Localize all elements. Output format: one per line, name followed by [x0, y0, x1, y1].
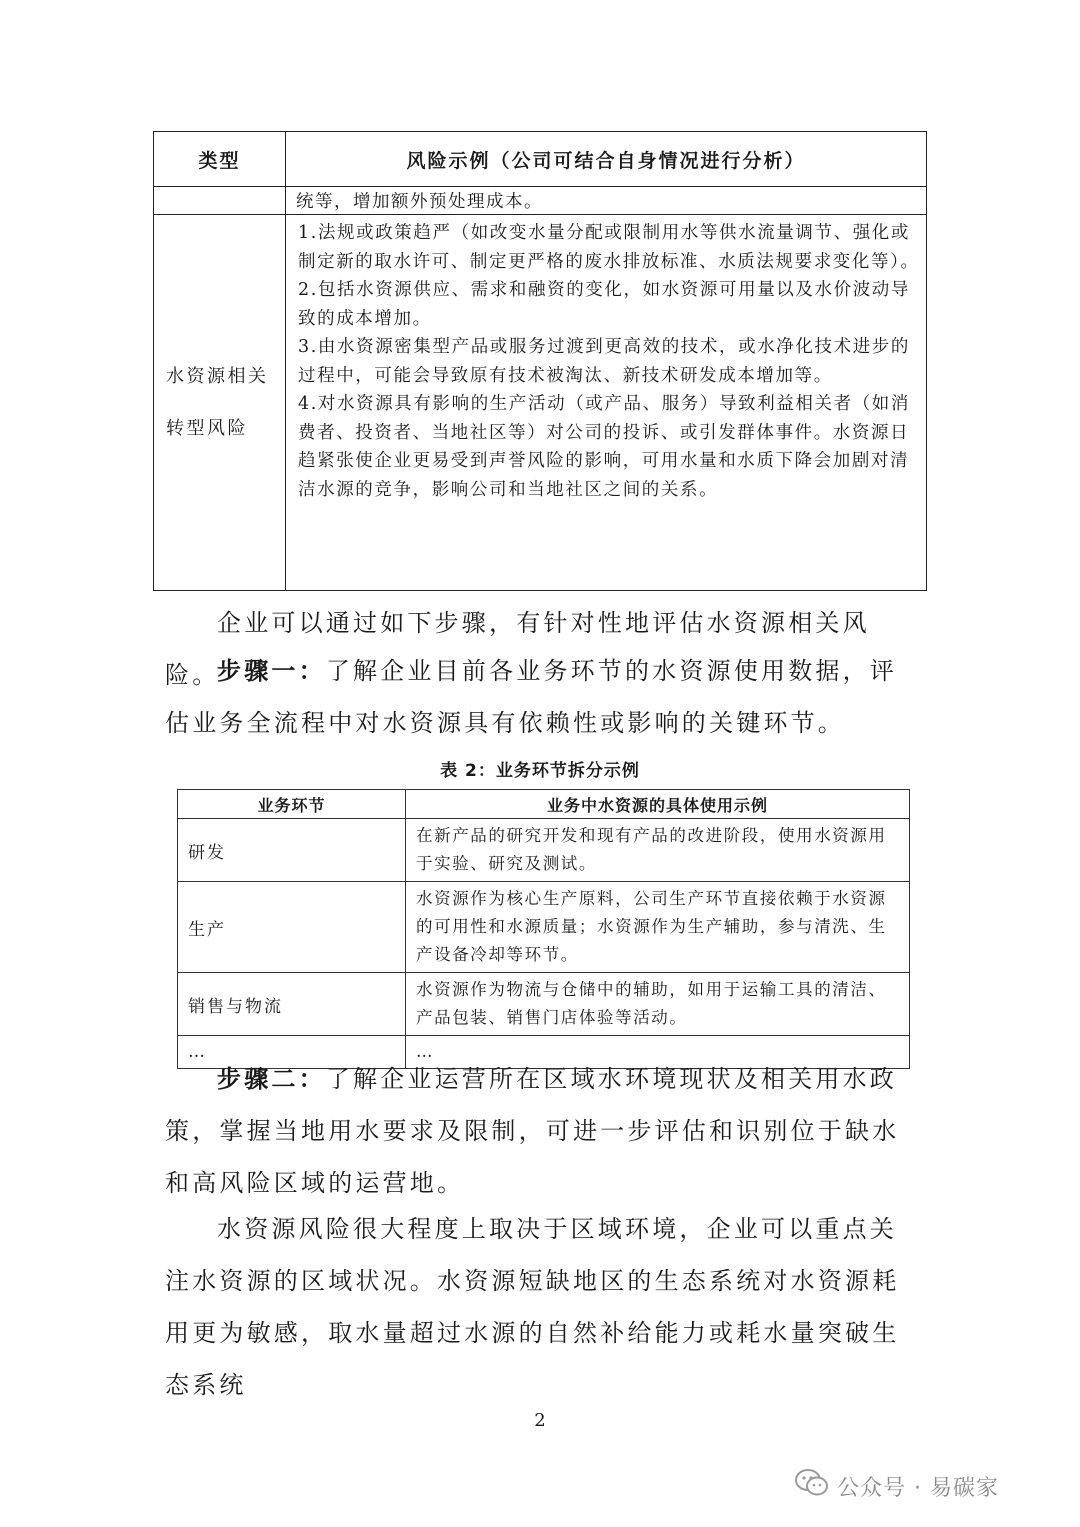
step2-paragraph [165, 1053, 917, 1209]
watermark [795, 1466, 999, 1506]
watermark-text: 公众号 · 易碳家 [837, 1475, 999, 1501]
business-stage-table [177, 789, 910, 1069]
risk-type-line1: 水资源相关 [166, 365, 269, 387]
use-cell: 水资源作为物流与仓储中的辅助，如用于运输工具的清洁、产品包装、销售门店体验等活动。 [406, 973, 910, 1036]
step2-text: 了解企业运营所在区域水环境现状及相关用水政策，掌握当地用水要求及限制，可进一步评估和识别位于缺水和高风险区域的运营地。 [165, 1065, 900, 1197]
stage-cell: 生产 [178, 882, 406, 973]
stage-cell: 销售与物流 [178, 973, 406, 1036]
header-use: 业务中水资源的具体使用示例 [406, 790, 910, 819]
use-cell: 水资源作为核心生产原料，公司生产环节直接依赖于水资源的可用性和水源质量；水资源作为生产辅助，参与清洗、生产设备冷却等环节。 [406, 882, 910, 973]
step1-label: 步骤一： [217, 656, 326, 685]
page-number: 2 [534, 1410, 546, 1431]
use-cell: 在新产品的研究开发和现有产品的改进阶段，使用水资源用于实验、研究及测试。 [406, 819, 910, 882]
risk-examples-cell [286, 215, 927, 591]
continuation-row [154, 187, 927, 215]
risk-item: 2.包括水资源供应、需求和融资的变化，如水资源可用量以及水价波动导致的成本增加。 [298, 280, 910, 329]
stage-cell: … [178, 1036, 406, 1069]
risk-type-cell [154, 215, 286, 591]
header-type: 类型 [154, 132, 286, 187]
risk-item: 3.由水资源密集型产品或服务过渡到更高效的技术，或水净化技术进步的过程中，可能会导致原有技术被淘汰、新技术研发成本增加等。 [298, 337, 910, 386]
final-paragraph: 水资源风险很大程度上取决于区域环境，企业可以重点关注水资源的区域状况。水资源短缺地区的生态系统对水资源耗用更为敏感，取水量超过水源的自然补给能力或耗水量突破生态系统 [165, 1215, 900, 1399]
stage-cell: 研发 [178, 819, 406, 882]
risk-item: 4.对水资源具有影响的生产活动（或产品、服务）导致利益相关者（如消费者、投资者、当地社区等）对公司的投诉、或引发群体事件。水资源日趋紧张使企业更易受到声誉风险的影响，可用水量和水质下降会加剧对清洁水源的竞争，影响公司和当地社区之间的关系。 [298, 394, 910, 500]
step1-text: 了解企业目前各业务环节的水资源使用数据，评估业务全流程中对水资源具有依赖性或影响的关键环节。 [165, 657, 898, 737]
table-row [178, 973, 910, 1036]
table2-header [178, 790, 910, 819]
water-transition-risk-row [154, 215, 927, 591]
risk-table [153, 131, 927, 591]
table-row [178, 819, 910, 882]
header-examples: 风险示例（公司可结合自身情况进行分析） [286, 132, 927, 187]
risk-type-line2: 转型风险 [166, 417, 248, 439]
header-stage: 业务环节 [178, 790, 406, 819]
continuation-text: 统等，增加额外预处理成本。 [286, 187, 927, 215]
intro-paragraph: 企业可以通过如下步骤，有针对性地评估水资源相关风险。 [165, 609, 870, 689]
risk-item: 1.法规或政策趋严（如改变水量分配或限制用水等供水流量调节、强化或制定新的取水许可、制定更严格的废水排放标准、水质法规要求变化等）。 [298, 223, 920, 272]
table2-caption: 表 2：业务环节拆分示例 [440, 761, 640, 781]
risk-table-header [154, 132, 927, 187]
step2-label: 步骤二： [217, 1064, 326, 1093]
use-cell: … [406, 1036, 910, 1069]
step1-paragraph [165, 645, 917, 749]
table-row [178, 882, 910, 973]
wechat-icon [795, 1468, 829, 1504]
